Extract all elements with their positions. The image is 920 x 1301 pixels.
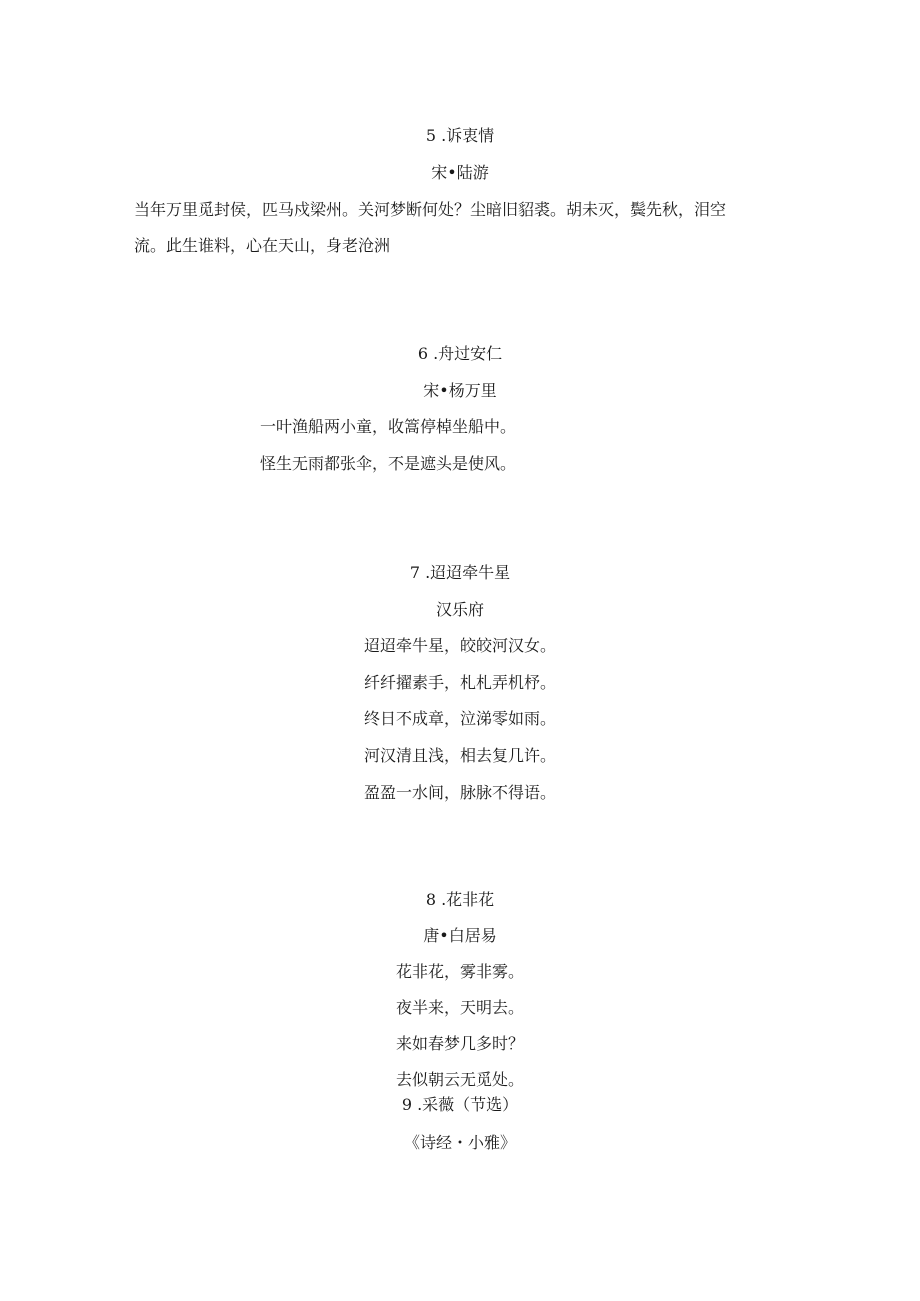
poem-line: 终日不成章，泣涕零如雨。	[363, 709, 556, 728]
poem-line: 夜半来，天明去。	[395, 998, 524, 1017]
poem-line: 迢迢牵牛星，皎皎河汉女。	[363, 636, 556, 655]
poem-line: 河汉清且浅，相去复几许。	[363, 746, 556, 765]
poem-line: 纤纤擢素手，札札弄机杼。	[363, 673, 556, 692]
poem-line: 一叶渔船两小童，收篙停棹坐船中。	[260, 417, 517, 436]
poem-author: 宋•杨万里	[423, 381, 497, 400]
poem-title: 6 .舟过安仁	[417, 344, 503, 363]
poem-author: 宋•陆游	[431, 163, 489, 182]
poem-title: 8 .花非花	[425, 890, 495, 909]
poem-line: 去似朝云无觅处。	[395, 1070, 524, 1089]
poem-line: 流。此生谁料，心在天山，身老沧洲	[134, 236, 391, 255]
poem-title: 7 .迢迢牵牛星	[409, 563, 511, 582]
poem-line: 来如春梦几多时？	[395, 1034, 524, 1053]
poem-title: 5 .诉衷情	[425, 126, 495, 145]
poem-line: 怪生无雨都张伞，不是遮头是使风。	[260, 454, 517, 473]
poem-title: 9 .采薇（节选）	[401, 1095, 519, 1114]
poem-line: 盈盈一水间，脉脉不得语。	[363, 783, 556, 802]
poem-line: 当年万里觅封侯，匹马戍梁州。关河梦断何处？尘暗旧貂裘。胡未灭，鬓先秋，泪空	[134, 200, 727, 219]
poem-line: 花非花，雾非雾。	[395, 962, 524, 981]
poem-author: 唐•白居易	[423, 926, 497, 945]
poem-author: 汉乐府	[435, 600, 484, 619]
poem-author: 《诗经・小雅》	[403, 1133, 516, 1152]
